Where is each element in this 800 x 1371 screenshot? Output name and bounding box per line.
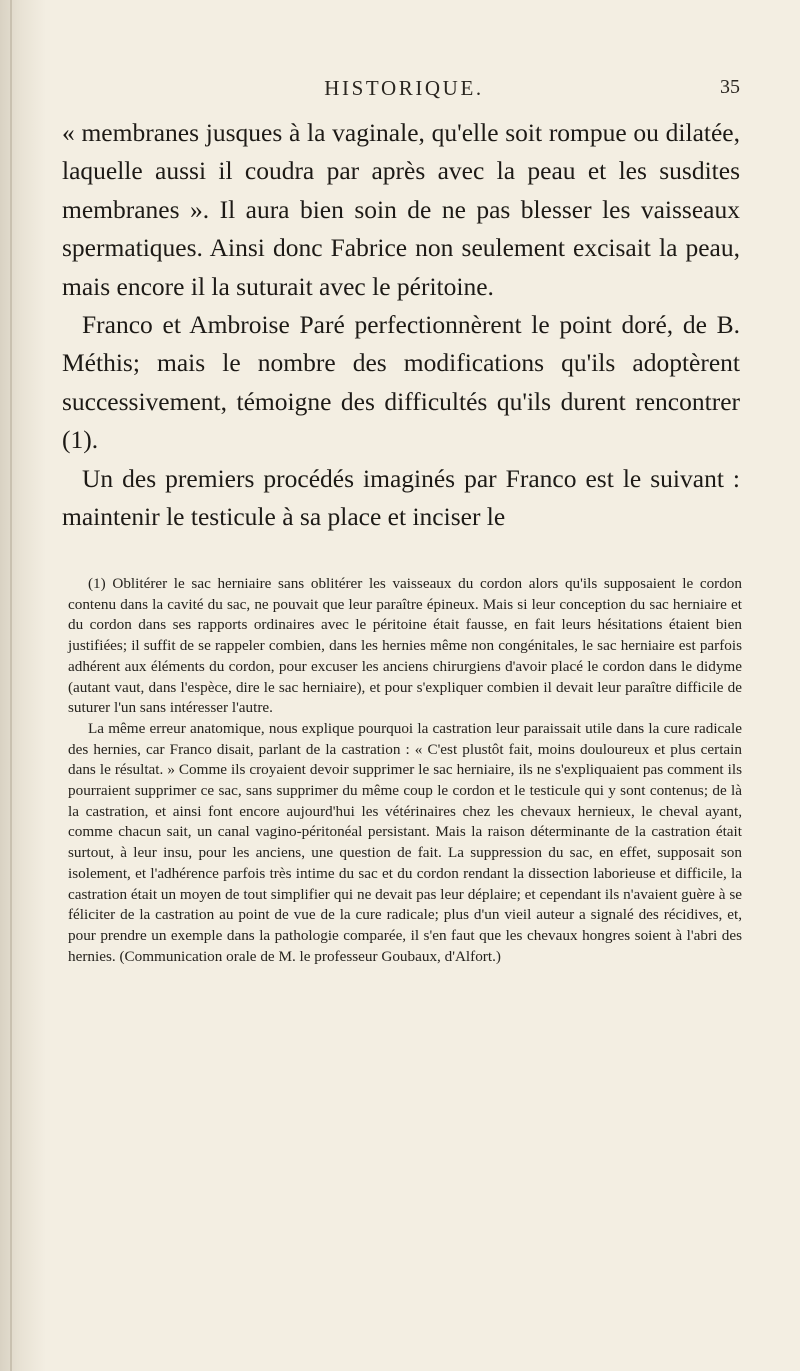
main-paragraph-3: Un des premiers procédés imaginés par Franco est le suivant : maintenir le testicule à sa place et inciser le — [62, 463, 740, 532]
page-number: 35 — [720, 76, 740, 98]
footnote-1-continuation: La même erreur anatomique, nous explique pourquoi la castration leur paraissait utile dans la cure radicale des hernies, car Franco disait, parlant de la castration : « C'est plustôt fait, moins douloureux et plus certain dans le résultat. » Comme ils croyaient devoir supprimer le sac herniaire, ils ne s'expliquaient pas comment ils pourraient supprimer ce sac, sans supprimer du même coup le cordon et le testicule qui y sont contenus; de là la castration, et ainsi font encore aujourd'hui les vétérinaires chez les chevaux hernieux, le cheval ayant, comme chacun sait, un canal vagino-péritonéal persistant. Mais la raison déterminante de la castration était surtout, à leur insu, pour les anciens, une question de fait. La suppression du sac, en effet, supposait son isolement, et l'adhérence parfois très intime du sac et du cordon rendant la dissection laborieuse et difficile, la castration était un moyen de tout simplifier qui ne devait pas leur déplaire; et cependant ils n'avaient guère à se féliciter de la castration au point de vue de la cure radicale; plus d'un vieil auteur a signalé des récidives, et, pour prendre un exemple dans la pathologie comparée, il s'en faut que les chevaux hongres soient à l'abri des hernies. (Communication orale de M. le professeur Goubaux, d'Alfort.) — [68, 719, 742, 965]
running-head-title: HISTORIQUE. — [324, 76, 484, 100]
main-paragraph-2: Franco et Ambroise Paré perfectionnèrent le point doré, de B. Méthis; mais le nombre des modifications qu'ils adoptèrent successivement, témoigne des difficultés qu'ils durent rencontrer (1). — [62, 310, 740, 455]
page-gutter-shadow — [0, 0, 46, 1371]
footnote-1: (1) Oblitérer le sac herniaire sans oblitérer les vaisseaux du cordon alors qu'ils supposaient le cordon contenu dans la cavité du sac, ne pouvait que leur paraître épineux. Mais si leur conception du sac herniaire et du cordon dans ses rapports ordinaires avec le péritoine était fausse, en fait leurs hésitations étaient bien justifiées; il suffit de se rappeler combien, dans les hernies même non congénitales, le sac herniaire est parfois adhérent aux éléments du cordon, pour excuser les anciens chirurgiens d'avoir placé le cordon dans le didyme (autant vaut, dans l'espèce, dire le sac herniaire), et pour s'expliquer combien il devait leur paraître difficile de suturer l'un sans intéresser l'autre. — [68, 575, 742, 717]
main-text — [62, 114, 740, 536]
footnote-block — [68, 574, 742, 967]
binding-edge-line — [10, 0, 12, 1371]
running-head — [68, 76, 740, 106]
main-paragraph-1: « membranes jusques à la vaginale, qu'elle soit rompue ou dilatée, laquelle aussi il coudra par après avec la peau et les susdites membranes ». Il aura bien soin de ne pas blesser les vaisseaux spermatiques. Ainsi donc Fabrice non seulement excisait la peau, mais encore il la suturait avec le péritoine. — [62, 118, 740, 301]
